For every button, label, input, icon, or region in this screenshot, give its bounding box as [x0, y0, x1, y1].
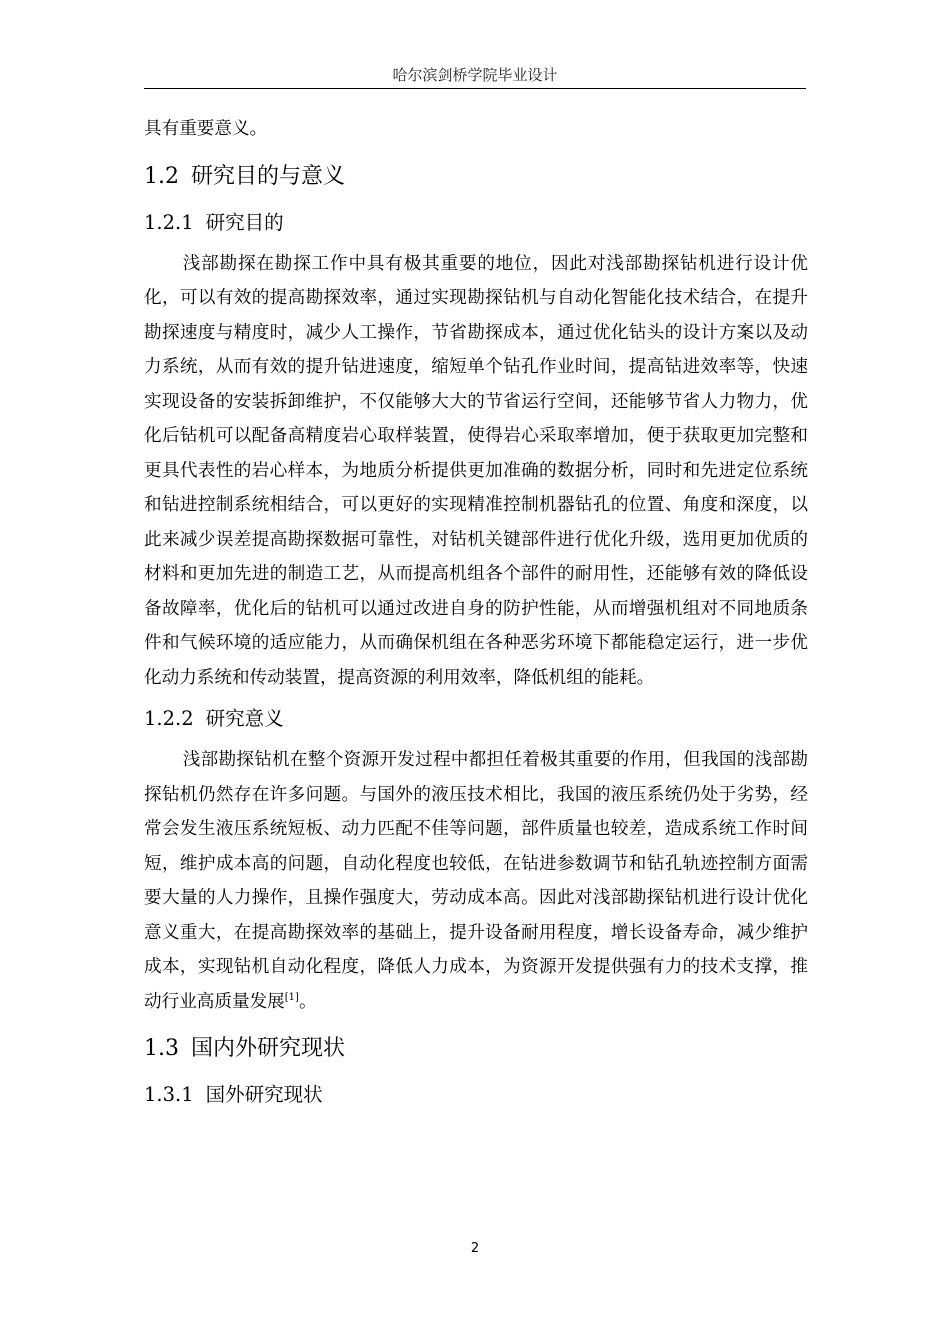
citation-ref[interactable]: [1] [284, 991, 299, 1003]
paragraph-research-purpose: 浅部勘探在勘探工作中具有极其重要的地位，因此对浅部勘探钻机进行设计优化，可以有效的提高勘探效率，通过实现勘探钻机与自动化智能化技术结合，在提升勘探速度与精度时，减少人工操作，节省勘探成本，通过优化钻头的设计方案以及动力系统，从而有效的提升钻进速度，缩短单个钻孔作业时间，提高钻进效率等，快速实现设备的安装拆卸维护，不仅能够大大的节省运行空间，还能够节省人力物力，优化后钻机可以配备高精度岩心取样装置，使得岩心采取率增加，便于获取更加完整和更具代表性的岩心样本，为地质分析提供更加准确的数据分析，同时和先进定位系统和钻进控制系统相结合，可以更好的实现精准控制机器钻孔的位置、角度和深度，以此来减少误差提高勘探数据可靠性，对钻机关键部件进行优化升级，选用更加优质的材料和更加先进的制造工艺，从而提高机组各个部件的耐用性，还能够有效的降低设备故障率，优化后的钻机可以通过改进自身的防护性能，从而增强机组对不同地质条件和气候环境的适应能力，从而确保机组在各种恶劣环境下都能稳定运行，进一步优化动力系统和传动装置，提高资源的利用效率，降低机组的能耗。 [144, 253, 808, 688]
heading-1-2-1 [144, 203, 808, 243]
heading-title: 研究意义 [205, 707, 284, 730]
page-header: 哈尔滨剑桥学院毕业设计 [392, 66, 558, 84]
heading-1-2-2 [144, 699, 808, 739]
page-number: 2 [470, 1241, 480, 1256]
heading-title: 研究目的 [205, 210, 284, 234]
paragraph-research-significance [144, 743, 808, 1019]
document-body [144, 112, 808, 1119]
heading-1-3-1 [144, 1075, 808, 1115]
heading-number: 1.3 [144, 1036, 179, 1061]
heading-title: 国外研究现状 [205, 1083, 323, 1106]
paragraph-end: 。 [298, 991, 317, 1012]
heading-1-3 [144, 1027, 808, 1071]
header-divider [144, 88, 806, 89]
heading-number: 1.3.1 [144, 1083, 194, 1106]
heading-1-2 [144, 155, 808, 199]
heading-number: 1.2.1 [144, 210, 194, 234]
heading-title: 研究目的与意义 [191, 163, 346, 189]
heading-number: 1.2 [144, 163, 179, 189]
paragraph-text: 浅部勘探钻机在整个资源开发过程中都担任着极其重要的作用，但我国的浅部勘探钻机仍然存在许多问题。与国外的液压技术相比，我国的液压系统仍处于劣势，经常会发生液压系统短板、动力匹配不佳等问题，部件质量也较差，造成系统工作时间短，维护成本高的问题，自动化程度也较低，在钻进参数调节和钻孔轨迹控制方面需要大量的人力操作，且操作强度大，劳动成本高。因此对浅部勘探钻机进行设计优化意义重大，在提高勘探效率的基础上，提升设备耐用程度，增长设备寿命，减少维护成本，实现钻机自动化程度，降低人力成本，为资源开发提供强有力的技术支撑，推动行业高质量发展 [144, 750, 808, 1012]
heading-title: 国内外研究现状 [191, 1036, 346, 1061]
heading-number: 1.2.2 [144, 707, 194, 730]
carry-over-text: 具有重要意义。 [144, 119, 268, 139]
